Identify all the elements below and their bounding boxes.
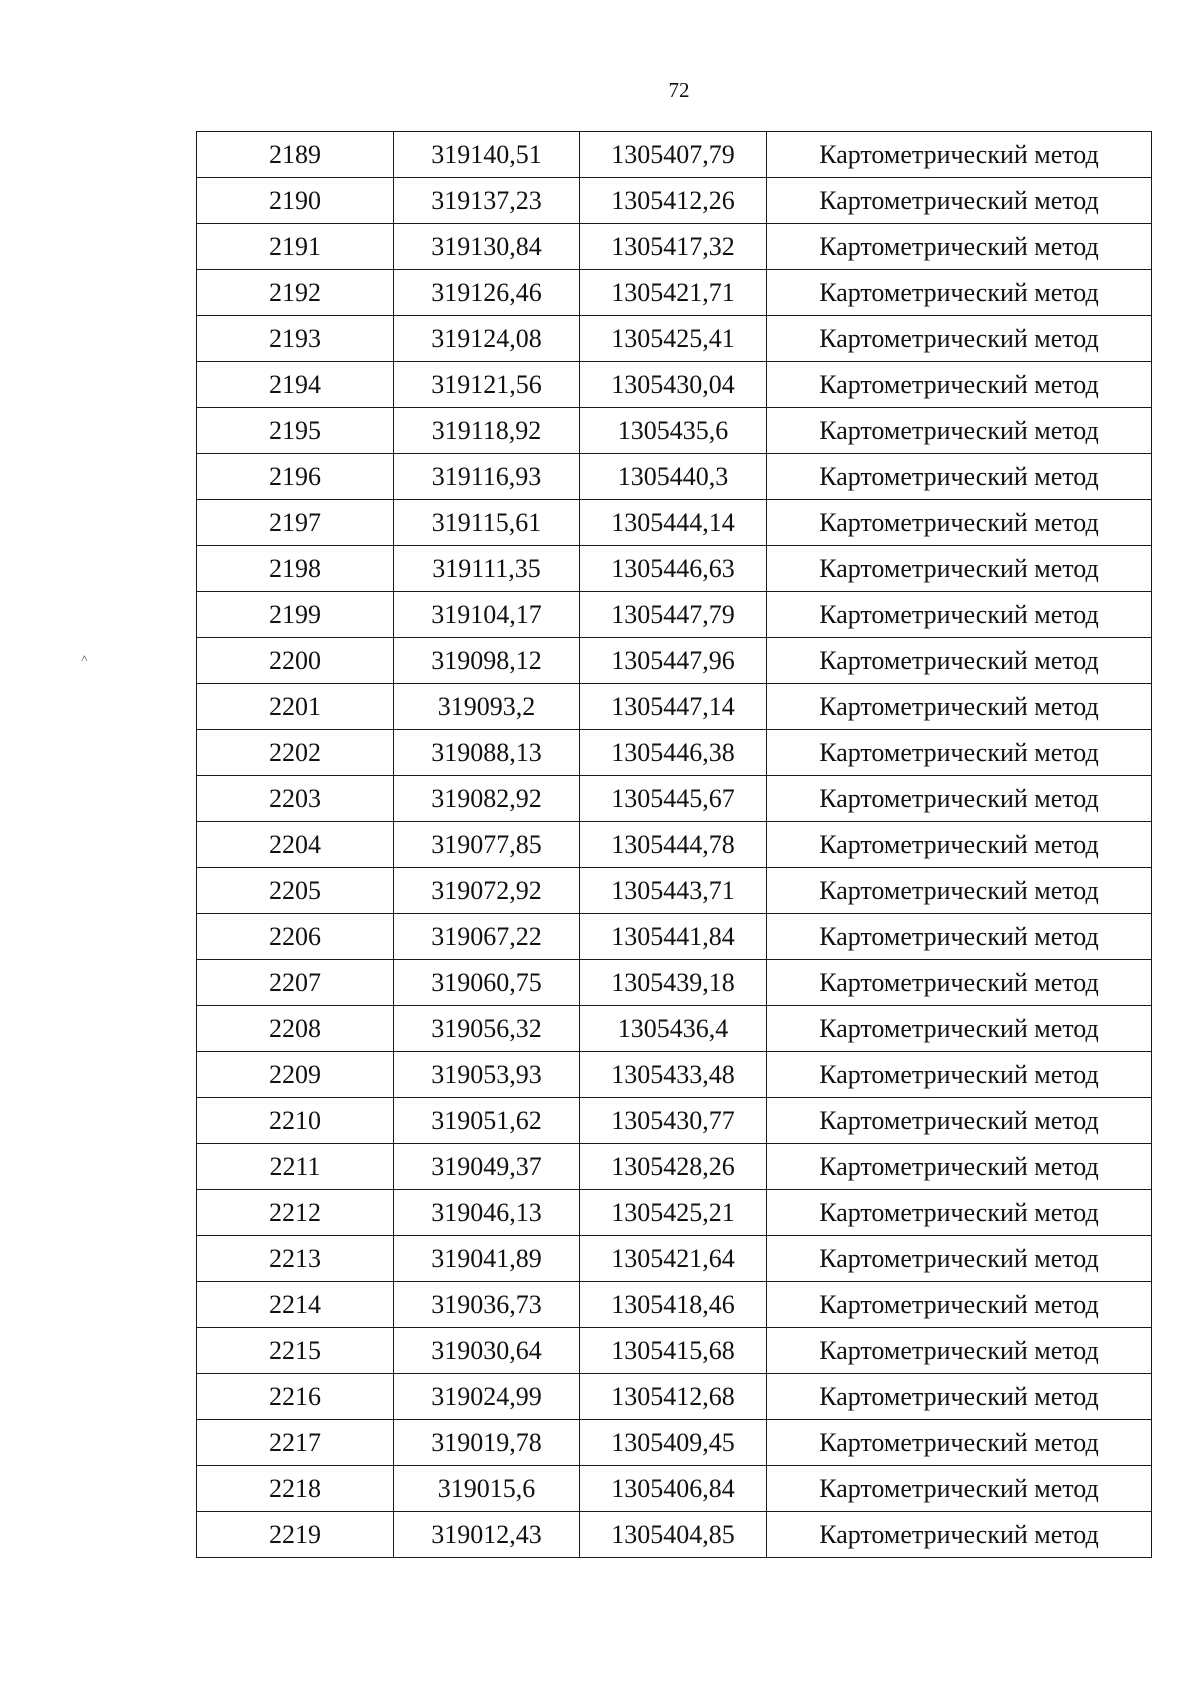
method-cell: Картометрический метод <box>767 1236 1152 1282</box>
point-number-cell: 2196 <box>197 454 394 500</box>
x-coordinate-cell: 319012,43 <box>394 1512 580 1558</box>
x-coordinate-cell: 319098,12 <box>394 638 580 684</box>
method-cell: Картометрический метод <box>767 408 1152 454</box>
x-coordinate-cell: 319118,92 <box>394 408 580 454</box>
x-coordinate-cell: 319056,32 <box>394 1006 580 1052</box>
x-coordinate-cell: 319015,6 <box>394 1466 580 1512</box>
point-number-cell: 2209 <box>197 1052 394 1098</box>
table-row <box>197 1006 1152 1052</box>
y-coordinate-cell: 1305447,79 <box>580 592 767 638</box>
point-number-cell: 2207 <box>197 960 394 1006</box>
point-number-cell: 2215 <box>197 1328 394 1374</box>
point-number-cell: 2189 <box>197 132 394 178</box>
point-number-cell: 2212 <box>197 1190 394 1236</box>
method-cell: Картометрический метод <box>767 868 1152 914</box>
y-coordinate-cell: 1305404,85 <box>580 1512 767 1558</box>
y-coordinate-cell: 1305412,68 <box>580 1374 767 1420</box>
table-row <box>197 1282 1152 1328</box>
point-number-cell: 2202 <box>197 730 394 776</box>
method-cell: Картометрический метод <box>767 316 1152 362</box>
y-coordinate-cell: 1305430,77 <box>580 1098 767 1144</box>
table-row <box>197 1328 1152 1374</box>
y-coordinate-cell: 1305428,26 <box>580 1144 767 1190</box>
table-row <box>197 224 1152 270</box>
table-row <box>197 408 1152 454</box>
point-number-cell: 2208 <box>197 1006 394 1052</box>
method-cell: Картометрический метод <box>767 546 1152 592</box>
x-coordinate-cell: 319072,92 <box>394 868 580 914</box>
coordinates-table <box>196 131 1152 1558</box>
table-row <box>197 1512 1152 1558</box>
method-cell: Картометрический метод <box>767 1144 1152 1190</box>
x-coordinate-cell: 319082,92 <box>394 776 580 822</box>
table-row <box>197 638 1152 684</box>
table-row <box>197 132 1152 178</box>
table-row <box>197 316 1152 362</box>
method-cell: Картометрический метод <box>767 500 1152 546</box>
point-number-cell: 2200 <box>197 638 394 684</box>
y-coordinate-cell: 1305447,14 <box>580 684 767 730</box>
x-coordinate-cell: 319019,78 <box>394 1420 580 1466</box>
method-cell: Картометрический метод <box>767 1282 1152 1328</box>
x-coordinate-cell: 319060,75 <box>394 960 580 1006</box>
method-cell: Картометрический метод <box>767 960 1152 1006</box>
y-coordinate-cell: 1305407,79 <box>580 132 767 178</box>
method-cell: Картометрический метод <box>767 132 1152 178</box>
y-coordinate-cell: 1305443,71 <box>580 868 767 914</box>
y-coordinate-cell: 1305425,41 <box>580 316 767 362</box>
method-cell: Картометрический метод <box>767 592 1152 638</box>
point-number-cell: 2219 <box>197 1512 394 1558</box>
y-coordinate-cell: 1305444,14 <box>580 500 767 546</box>
point-number-cell: 2216 <box>197 1374 394 1420</box>
y-coordinate-cell: 1305421,71 <box>580 270 767 316</box>
point-number-cell: 2192 <box>197 270 394 316</box>
table-row <box>197 546 1152 592</box>
x-coordinate-cell: 319130,84 <box>394 224 580 270</box>
x-coordinate-cell: 319115,61 <box>394 500 580 546</box>
point-number-cell: 2194 <box>197 362 394 408</box>
y-coordinate-cell: 1305421,64 <box>580 1236 767 1282</box>
y-coordinate-cell: 1305425,21 <box>580 1190 767 1236</box>
method-cell: Картометрический метод <box>767 1512 1152 1558</box>
table-row <box>197 1098 1152 1144</box>
table-row <box>197 500 1152 546</box>
point-number-cell: 2210 <box>197 1098 394 1144</box>
x-coordinate-cell: 319137,23 <box>394 178 580 224</box>
point-number-cell: 2199 <box>197 592 394 638</box>
y-coordinate-cell: 1305412,26 <box>580 178 767 224</box>
table-row <box>197 914 1152 960</box>
point-number-cell: 2201 <box>197 684 394 730</box>
x-coordinate-cell: 319041,89 <box>394 1236 580 1282</box>
table-row <box>197 1374 1152 1420</box>
y-coordinate-cell: 1305447,96 <box>580 638 767 684</box>
y-coordinate-cell: 1305409,45 <box>580 1420 767 1466</box>
point-number-cell: 2195 <box>197 408 394 454</box>
table-row <box>197 1190 1152 1236</box>
point-number-cell: 2213 <box>197 1236 394 1282</box>
method-cell: Картометрический метод <box>767 454 1152 500</box>
point-number-cell: 2218 <box>197 1466 394 1512</box>
method-cell: Картометрический метод <box>767 178 1152 224</box>
table-row <box>197 730 1152 776</box>
point-number-cell: 2204 <box>197 822 394 868</box>
method-cell: Картометрический метод <box>767 270 1152 316</box>
method-cell: Картометрический метод <box>767 822 1152 868</box>
table-row <box>197 178 1152 224</box>
table-row <box>197 270 1152 316</box>
page-number: 72 <box>668 78 690 102</box>
method-cell: Картометрический метод <box>767 1006 1152 1052</box>
point-number-cell: 2206 <box>197 914 394 960</box>
table-row <box>197 960 1152 1006</box>
table-row <box>197 592 1152 638</box>
x-coordinate-cell: 319046,13 <box>394 1190 580 1236</box>
x-coordinate-cell: 319036,73 <box>394 1282 580 1328</box>
y-coordinate-cell: 1305445,67 <box>580 776 767 822</box>
point-number-cell: 2191 <box>197 224 394 270</box>
x-coordinate-cell: 319088,13 <box>394 730 580 776</box>
point-number-cell: 2197 <box>197 500 394 546</box>
point-number-cell: 2193 <box>197 316 394 362</box>
method-cell: Картометрический метод <box>767 1098 1152 1144</box>
point-number-cell: 2203 <box>197 776 394 822</box>
y-coordinate-cell: 1305439,18 <box>580 960 767 1006</box>
method-cell: Картометрический метод <box>767 1466 1152 1512</box>
point-number-cell: 2198 <box>197 546 394 592</box>
y-coordinate-cell: 1305446,38 <box>580 730 767 776</box>
table-row <box>197 868 1152 914</box>
method-cell: Картометрический метод <box>767 914 1152 960</box>
point-number-cell: 2214 <box>197 1282 394 1328</box>
y-coordinate-cell: 1305444,78 <box>580 822 767 868</box>
x-coordinate-cell: 319067,22 <box>394 914 580 960</box>
x-coordinate-cell: 319124,08 <box>394 316 580 362</box>
x-coordinate-cell: 319051,62 <box>394 1098 580 1144</box>
point-number-cell: 2217 <box>197 1420 394 1466</box>
x-coordinate-cell: 319104,17 <box>394 592 580 638</box>
table-row <box>197 454 1152 500</box>
method-cell: Картометрический метод <box>767 1190 1152 1236</box>
table-row <box>197 1052 1152 1098</box>
method-cell: Картометрический метод <box>767 224 1152 270</box>
y-coordinate-cell: 1305436,4 <box>580 1006 767 1052</box>
y-coordinate-cell: 1305446,63 <box>580 546 767 592</box>
method-cell: Картометрический метод <box>767 638 1152 684</box>
x-coordinate-cell: 319121,56 <box>394 362 580 408</box>
x-coordinate-cell: 319049,37 <box>394 1144 580 1190</box>
y-coordinate-cell: 1305435,6 <box>580 408 767 454</box>
method-cell: Картометрический метод <box>767 1420 1152 1466</box>
y-coordinate-cell: 1305440,3 <box>580 454 767 500</box>
y-coordinate-cell: 1305418,46 <box>580 1282 767 1328</box>
y-coordinate-cell: 1305415,68 <box>580 1328 767 1374</box>
table-row <box>197 822 1152 868</box>
x-coordinate-cell: 319077,85 <box>394 822 580 868</box>
coordinates-table-body <box>197 132 1152 1558</box>
point-number-cell: 2205 <box>197 868 394 914</box>
y-coordinate-cell: 1305406,84 <box>580 1466 767 1512</box>
table-row <box>197 684 1152 730</box>
method-cell: Картометрический метод <box>767 1374 1152 1420</box>
x-coordinate-cell: 319030,64 <box>394 1328 580 1374</box>
table-row <box>197 1420 1152 1466</box>
method-cell: Картометрический метод <box>767 684 1152 730</box>
point-number-cell: 2211 <box>197 1144 394 1190</box>
x-coordinate-cell: 319053,93 <box>394 1052 580 1098</box>
method-cell: Картометрический метод <box>767 362 1152 408</box>
x-coordinate-cell: 319126,46 <box>394 270 580 316</box>
y-coordinate-cell: 1305417,32 <box>580 224 767 270</box>
y-coordinate-cell: 1305430,04 <box>580 362 767 408</box>
table-row <box>197 1236 1152 1282</box>
x-coordinate-cell: 319093,2 <box>394 684 580 730</box>
y-coordinate-cell: 1305441,84 <box>580 914 767 960</box>
table-row <box>197 1466 1152 1512</box>
method-cell: Картометрический метод <box>767 776 1152 822</box>
x-coordinate-cell: 319111,35 <box>394 546 580 592</box>
table-row <box>197 776 1152 822</box>
point-number-cell: 2190 <box>197 178 394 224</box>
x-coordinate-cell: 319024,99 <box>394 1374 580 1420</box>
method-cell: Картометрический метод <box>767 1052 1152 1098</box>
table-row <box>197 1144 1152 1190</box>
scan-mark: ˄ <box>81 651 88 665</box>
x-coordinate-cell: 319116,93 <box>394 454 580 500</box>
method-cell: Картометрический метод <box>767 1328 1152 1374</box>
x-coordinate-cell: 319140,51 <box>394 132 580 178</box>
y-coordinate-cell: 1305433,48 <box>580 1052 767 1098</box>
table-row <box>197 362 1152 408</box>
method-cell: Картометрический метод <box>767 730 1152 776</box>
